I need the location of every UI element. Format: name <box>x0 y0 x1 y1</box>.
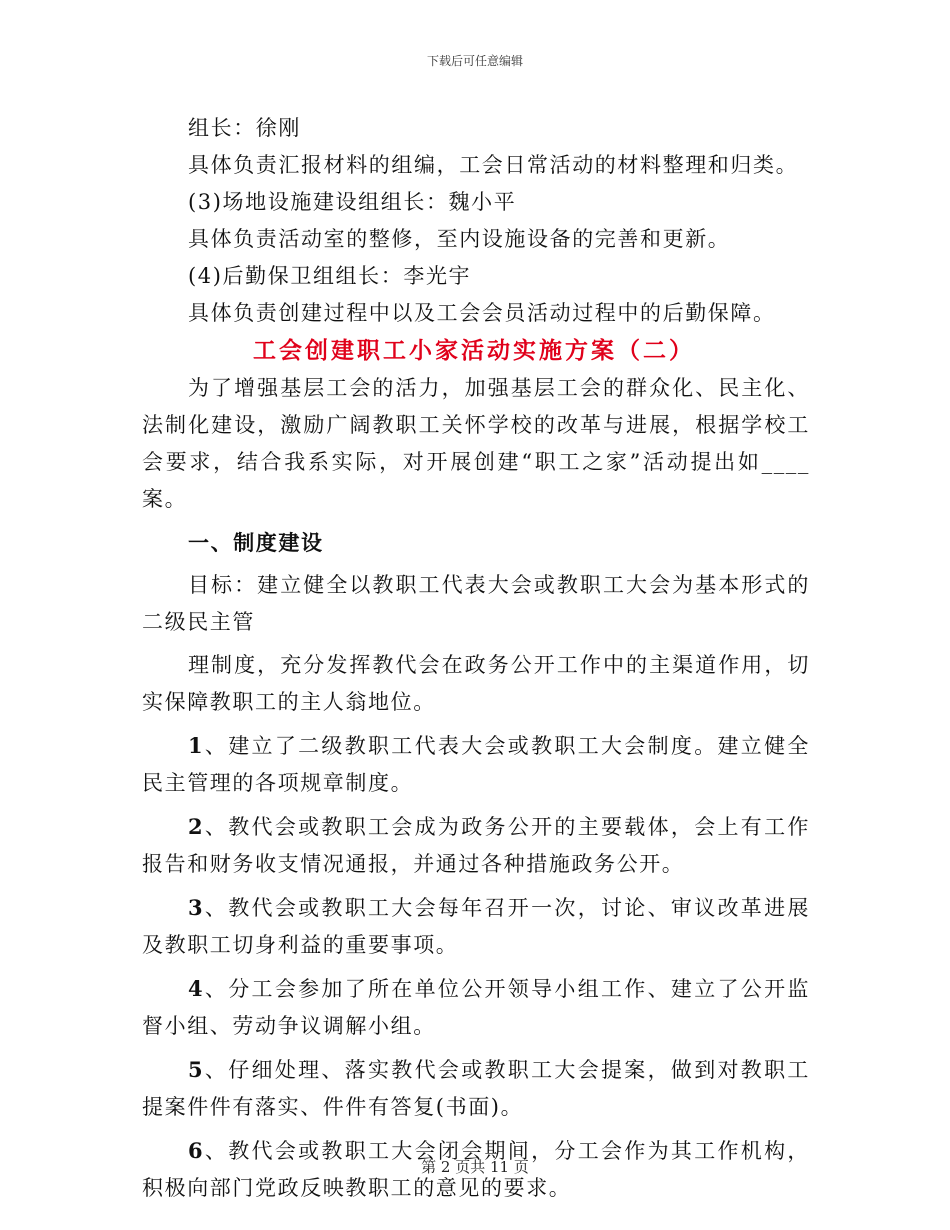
list-item <box>142 727 810 802</box>
item-number: 2 <box>188 814 205 839</box>
paragraph-goal: 目标：建立健全以教职工代表大会或教职工大会为基本形式的二级民主管 <box>142 573 810 634</box>
item-number: 4 <box>188 976 205 1001</box>
document-body <box>142 110 810 1207</box>
item-number: 1 <box>188 733 205 758</box>
paragraph-logistics-group: (4)后勤保卫组组长：李光宇 <box>188 264 472 288</box>
item-text: 、教代会或教职工大会闭会期间，分工会作为其工作机构，积极向部门党政反映教职工的意见的要求。 <box>142 1139 810 1200</box>
list-item <box>142 970 810 1045</box>
section-heading: 一、制度建设 <box>188 530 324 555</box>
item-number: 5 <box>188 1057 205 1082</box>
list-item <box>142 808 810 883</box>
paragraph-duty: 具体负责创建过程中以及工会会员活动过程中的后勤保障。 <box>188 301 776 325</box>
item-text: 、分工会参加了所在单位公开领导小组工作、建立了公开监督小组、劳动争议调解小组。 <box>142 977 810 1038</box>
paragraph-goal-cont: 理制度，充分发挥教代会在政务公开工作中的主渠道作用，切实保障教职工的主人翁地位。 <box>142 653 810 714</box>
paragraph-leader: 组长：徐刚 <box>188 116 301 140</box>
item-number: 3 <box>188 895 205 920</box>
paragraph-lead: 为了增强基层工会的活力，加强基层工会的群众化、民主化、法制化建设，激励广阔教职工关怀学校的改革与进展，根据学校工会要求，结合我系实际，对开展创建“职工之家”活动提出如____案。 <box>142 376 810 511</box>
item-text: 、仔细处理、落实教代会或教职工大会提案，做到对教职工提案件件有落实、件件有答复(书面)。 <box>142 1058 810 1119</box>
paragraph-venue-group: (3)场地设施建设组组长：魏小平 <box>188 190 517 214</box>
paragraph-duty: 具体负责活动室的整修，至内设施设备的完善和更新。 <box>188 227 731 251</box>
item-text: 、教代会或教职工大会每年召开一次，讨论、审议改革进展及教职工切身利益的重要事项。 <box>142 896 810 957</box>
list-item <box>142 889 810 964</box>
paragraph-duty: 具体负责汇报材料的组编，工会日常活动的材料整理和归类。 <box>188 153 799 177</box>
page-header: 下载后可任意编辑 <box>426 54 523 68</box>
page-footer: 第 2 页共 11 页 <box>421 1158 529 1176</box>
section-title: 工会创建职工小家活动实施方案（二） <box>253 337 695 364</box>
item-text: 、教代会或教职工会成为政务公开的主要载体，会上有工作报告和财务收支情况通报，并通过各种措施政务公开。 <box>142 815 810 876</box>
list-item <box>142 1051 810 1126</box>
item-text: 、建立了二级教职工代表大会或教职工大会制度。建立健全民主管理的各项规章制度。 <box>142 734 810 795</box>
item-number: 6 <box>188 1138 205 1163</box>
